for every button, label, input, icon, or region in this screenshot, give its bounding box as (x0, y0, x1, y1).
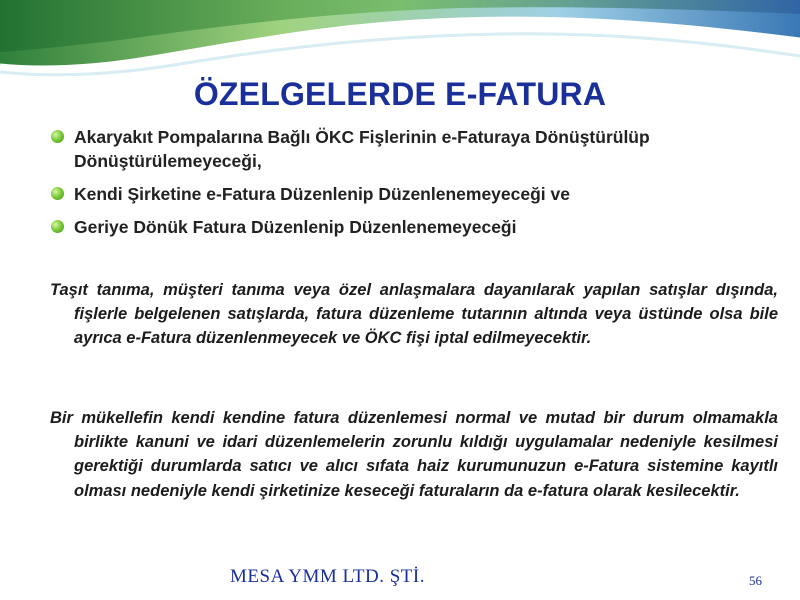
bullet-text: Kendi Şirketine e-Fatura Düzenlenip Düzenlenemeyeceği ve (74, 184, 570, 204)
footer-company-name: MESA YMM LTD. ŞTİ. (230, 566, 425, 587)
bullet-text: Geriye Dönük Fatura Düzenlenip Düzenlenemeyeceği (74, 217, 517, 237)
green-bullet-icon (51, 187, 64, 200)
paragraph-self-invoice: Bir mükellefin kendi kendine fatura düzenlemesi normal ve mutad bir durum olmamakla birlikte kanuni ve idari düzenlemelerin zorunlu kıldığı uygulamalar nedeniyle kesilmesi gerektiği durumlarda satıcı ve alıcı sıfata haiz kurumunuzun e-Fatura sistemine kayıtlı olması nedeniyle kendi şirketinize keseceği faturaların da e-fatura olarak kesilecektir. (50, 409, 778, 500)
slide-title: ÖZELGELERDE E-FATURA (193, 76, 607, 112)
bullet-text: Akaryakıt Pompalarına Bağlı ÖKC Fişlerinin e-Faturaya Dönüştürülüp Dönüştürülemeyeceği, (74, 127, 650, 171)
green-bullet-icon (51, 130, 64, 143)
bullet-item (50, 215, 710, 239)
page-number: 56 (749, 573, 762, 588)
bullet-item (50, 182, 710, 206)
green-bullet-icon (51, 220, 64, 233)
bullet-list (50, 125, 710, 239)
bullet-item (50, 125, 710, 173)
header-wave-decoration (0, 0, 800, 80)
paragraph-fuel-receipts: Taşıt tanıma, müşteri tanıma veya özel anlaşmalara dayanılarak yapılan satışlar dışında, fişlerle belgelenen satışlarda, fatura düzenleme tutarının altında veya üstünde olsa bile ayrıca e-Fatura düzenlenmeyecek ve ÖKC fişi iptal edilmeyecektir. (50, 281, 778, 348)
